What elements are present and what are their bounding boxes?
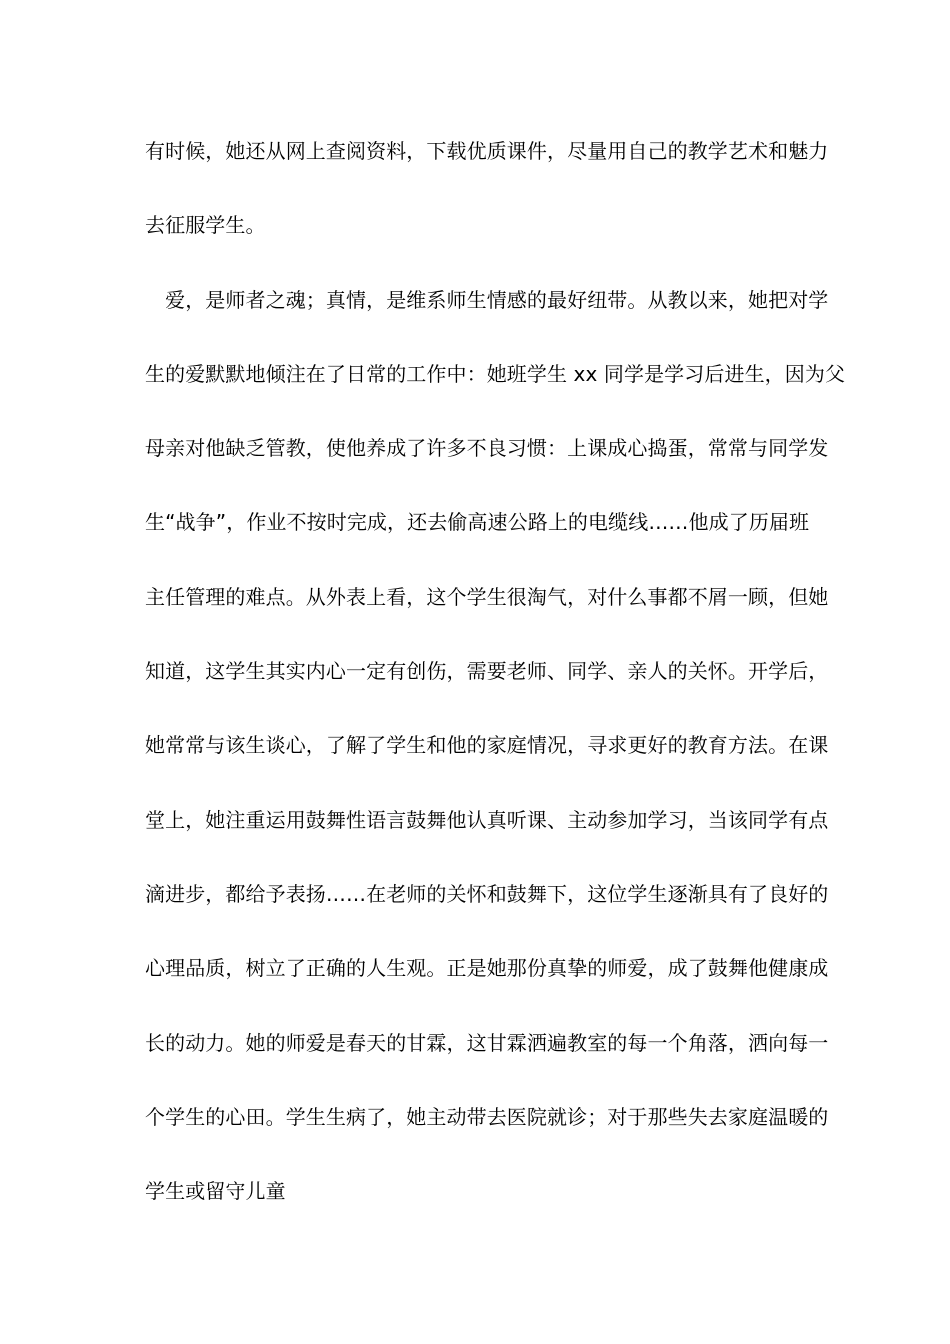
text-line: 学生或留守儿童 (145, 1179, 286, 1204)
text-line: 个学生的心田。学生生病了，她主动带去医院就诊；对于那些失去家庭温暖的 (145, 1104, 829, 1129)
text-line: 堂上，她注重运用鼓舞性语言鼓舞他认真听课、主动参加学习，当该同学有点 (145, 807, 829, 832)
text-line: 长的动力。她的师爱是春天的甘霖，这甘霖洒遍教室的每一个角落，洒向每一 (145, 1030, 829, 1055)
body-text (145, 128, 846, 1242)
text-line: 滴进步，都给予表扬……在老师的关怀和鼓舞下，这位学生逐渐具有了良好的 (145, 881, 829, 906)
text-line: 有时候，她还从网上查阅资料，下载优质课件，尽量用自己的教学艺术和魅力 (145, 139, 829, 163)
text-line: 爱，是师者之魂；真情，是维系师生情感的最好纽带。从教以来，她把对学 (145, 287, 829, 312)
text-line: 生“战争”，作业不按时完成，还去偷高速公路上的电缆线……他成了历届班 (145, 510, 810, 535)
text-line: 心理品质，树立了正确的人生观。正是她那份真挚的师爱，成了鼓舞他健康成 (145, 956, 829, 981)
text-line: 知道，这学生其实内心一定有创伤，需要老师、同学、亲人的关怀。开学后， (145, 659, 829, 684)
text-line: 生的爱默默地倾注在了日常的工作中：她班学生 xx 同学是学习后进生，因为父 (145, 361, 846, 386)
text-line: 母亲对他缺乏管教，使他养成了许多不良习惯：上课成心捣蛋，常常与同学发 (145, 436, 829, 461)
text-line: 去征服学生。 (145, 213, 266, 238)
text-line: 她常常与该生谈心，了解了学生和他的家庭情况，寻求更好的教育方法。在课 (145, 733, 829, 758)
text-line: 主任管理的难点。从外表上看，这个学生很淘气，对什么事都不屑一顾，但她 (145, 584, 829, 609)
